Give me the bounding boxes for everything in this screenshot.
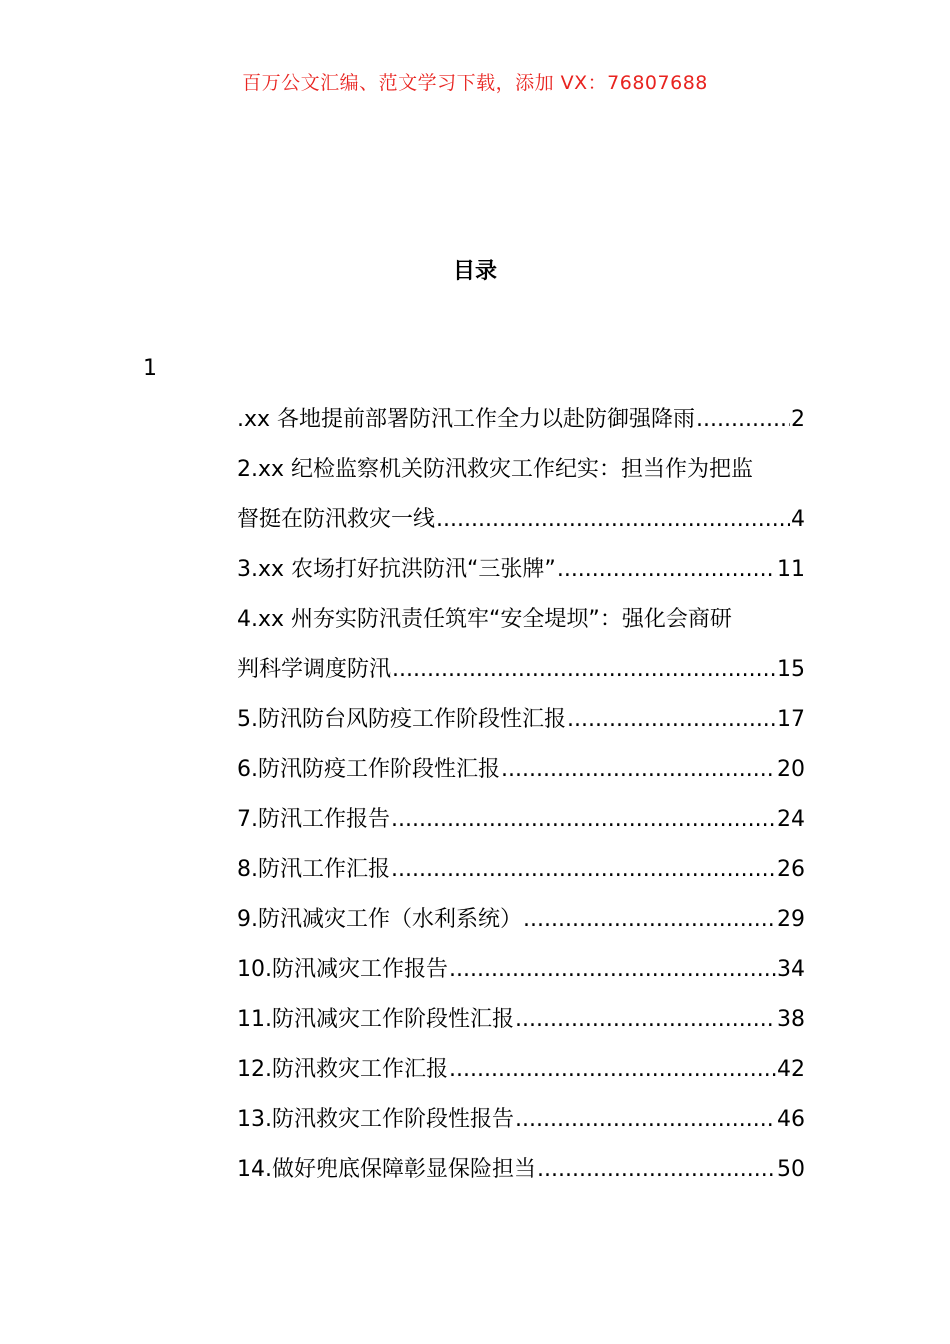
toc-entry-page: 17 <box>777 707 805 732</box>
toc-leader-dots <box>523 895 776 945</box>
toc-entry[interactable] <box>237 745 805 795</box>
toc-entry[interactable] <box>237 995 805 1045</box>
toc-entry[interactable] <box>237 945 805 995</box>
toc-entry-page: 15 <box>777 657 805 682</box>
toc-leader-dots <box>537 1145 776 1195</box>
toc-leader-dots <box>449 1045 776 1095</box>
toc-entry-page: 11 <box>777 557 805 582</box>
toc-entry-title-continued: 督挺在防汛救灾一线 <box>237 507 436 532</box>
toc-entry-page: 20 <box>777 757 805 782</box>
toc-leader-dots <box>501 745 776 795</box>
toc-entry-title: 11.防汛减灾工作阶段性汇报 <box>237 1007 514 1032</box>
toc-entry-title: 3.xx 农场打好抗洪防汛“三张牌” <box>237 557 556 582</box>
toc-entry[interactable] <box>237 695 805 745</box>
toc-leader-dots <box>391 795 776 845</box>
toc-entry-title: 5.防汛防台风防疫工作阶段性汇报 <box>237 707 566 732</box>
toc-entry-title: 2.xx 纪检监察机关防汛救灾工作纪实：担当作为把监 <box>237 457 754 482</box>
toc-entry[interactable] <box>237 1095 805 1145</box>
toc-entry[interactable] <box>237 1045 805 1095</box>
toc-entry-page: 2 <box>791 407 805 432</box>
toc-entry-title: 13.防汛救灾工作阶段性报告 <box>237 1107 514 1132</box>
page-title: 目录 <box>452 259 497 284</box>
toc-entry-title: 10.防汛减灾工作报告 <box>237 957 448 982</box>
toc-entry[interactable] <box>237 395 805 445</box>
toc-leader-dots <box>391 845 776 895</box>
toc-entry-title: .xx 各地提前部署防汛工作全力以赴防御强降雨 <box>237 407 696 432</box>
toc-leader-dots <box>557 545 776 595</box>
toc-leader-dots <box>515 995 776 1045</box>
toc-leader-dots <box>515 1095 776 1145</box>
toc-entry-page: 4 <box>791 507 805 532</box>
toc-leader-dots <box>567 695 776 745</box>
toc-entry-page: 50 <box>777 1157 805 1182</box>
toc-entry[interactable] <box>237 595 805 695</box>
toc-entry-title-continued: 判科学调度防汛 <box>237 657 392 682</box>
toc-entry[interactable] <box>237 445 805 545</box>
toc-entry-title: 8.防汛工作汇报 <box>237 857 390 882</box>
toc-leader-dots <box>449 945 776 995</box>
toc-leader-dots <box>696 395 790 445</box>
section-number: 1 <box>143 356 157 381</box>
toc-entry-page: 24 <box>777 807 805 832</box>
toc-entry[interactable] <box>237 845 805 895</box>
toc-entry-page: 29 <box>777 907 805 932</box>
toc-entry-title: 7.防汛工作报告 <box>237 807 390 832</box>
header-watermark-note: 百万公文汇编、范文学习下载，添加 VX：76807688 <box>242 72 708 94</box>
toc-entry-title: 9.防汛减灾工作（水利系统） <box>237 907 522 932</box>
toc-entry-title: 14.做好兜底保障彰显保险担当 <box>237 1157 536 1182</box>
toc-leader-dots <box>436 495 790 545</box>
toc-entry-page: 42 <box>777 1057 805 1082</box>
toc-entry[interactable] <box>237 1145 805 1195</box>
toc-entry-title: 6.防汛防疫工作阶段性汇报 <box>237 757 500 782</box>
toc-entry-page: 38 <box>777 1007 805 1032</box>
toc-entry-title: 4.xx 州夯实防汛责任筑牢“安全堤坝”：强化会商研 <box>237 607 732 632</box>
toc-entry[interactable] <box>237 795 805 845</box>
table-of-contents <box>237 395 805 1195</box>
toc-entry-page: 34 <box>777 957 805 982</box>
toc-entry[interactable] <box>237 895 805 945</box>
toc-entry-page: 26 <box>777 857 805 882</box>
toc-leader-dots <box>392 645 776 695</box>
toc-entry[interactable] <box>237 545 805 595</box>
toc-entry-page: 46 <box>777 1107 805 1132</box>
toc-entry-title: 12.防汛救灾工作汇报 <box>237 1057 448 1082</box>
